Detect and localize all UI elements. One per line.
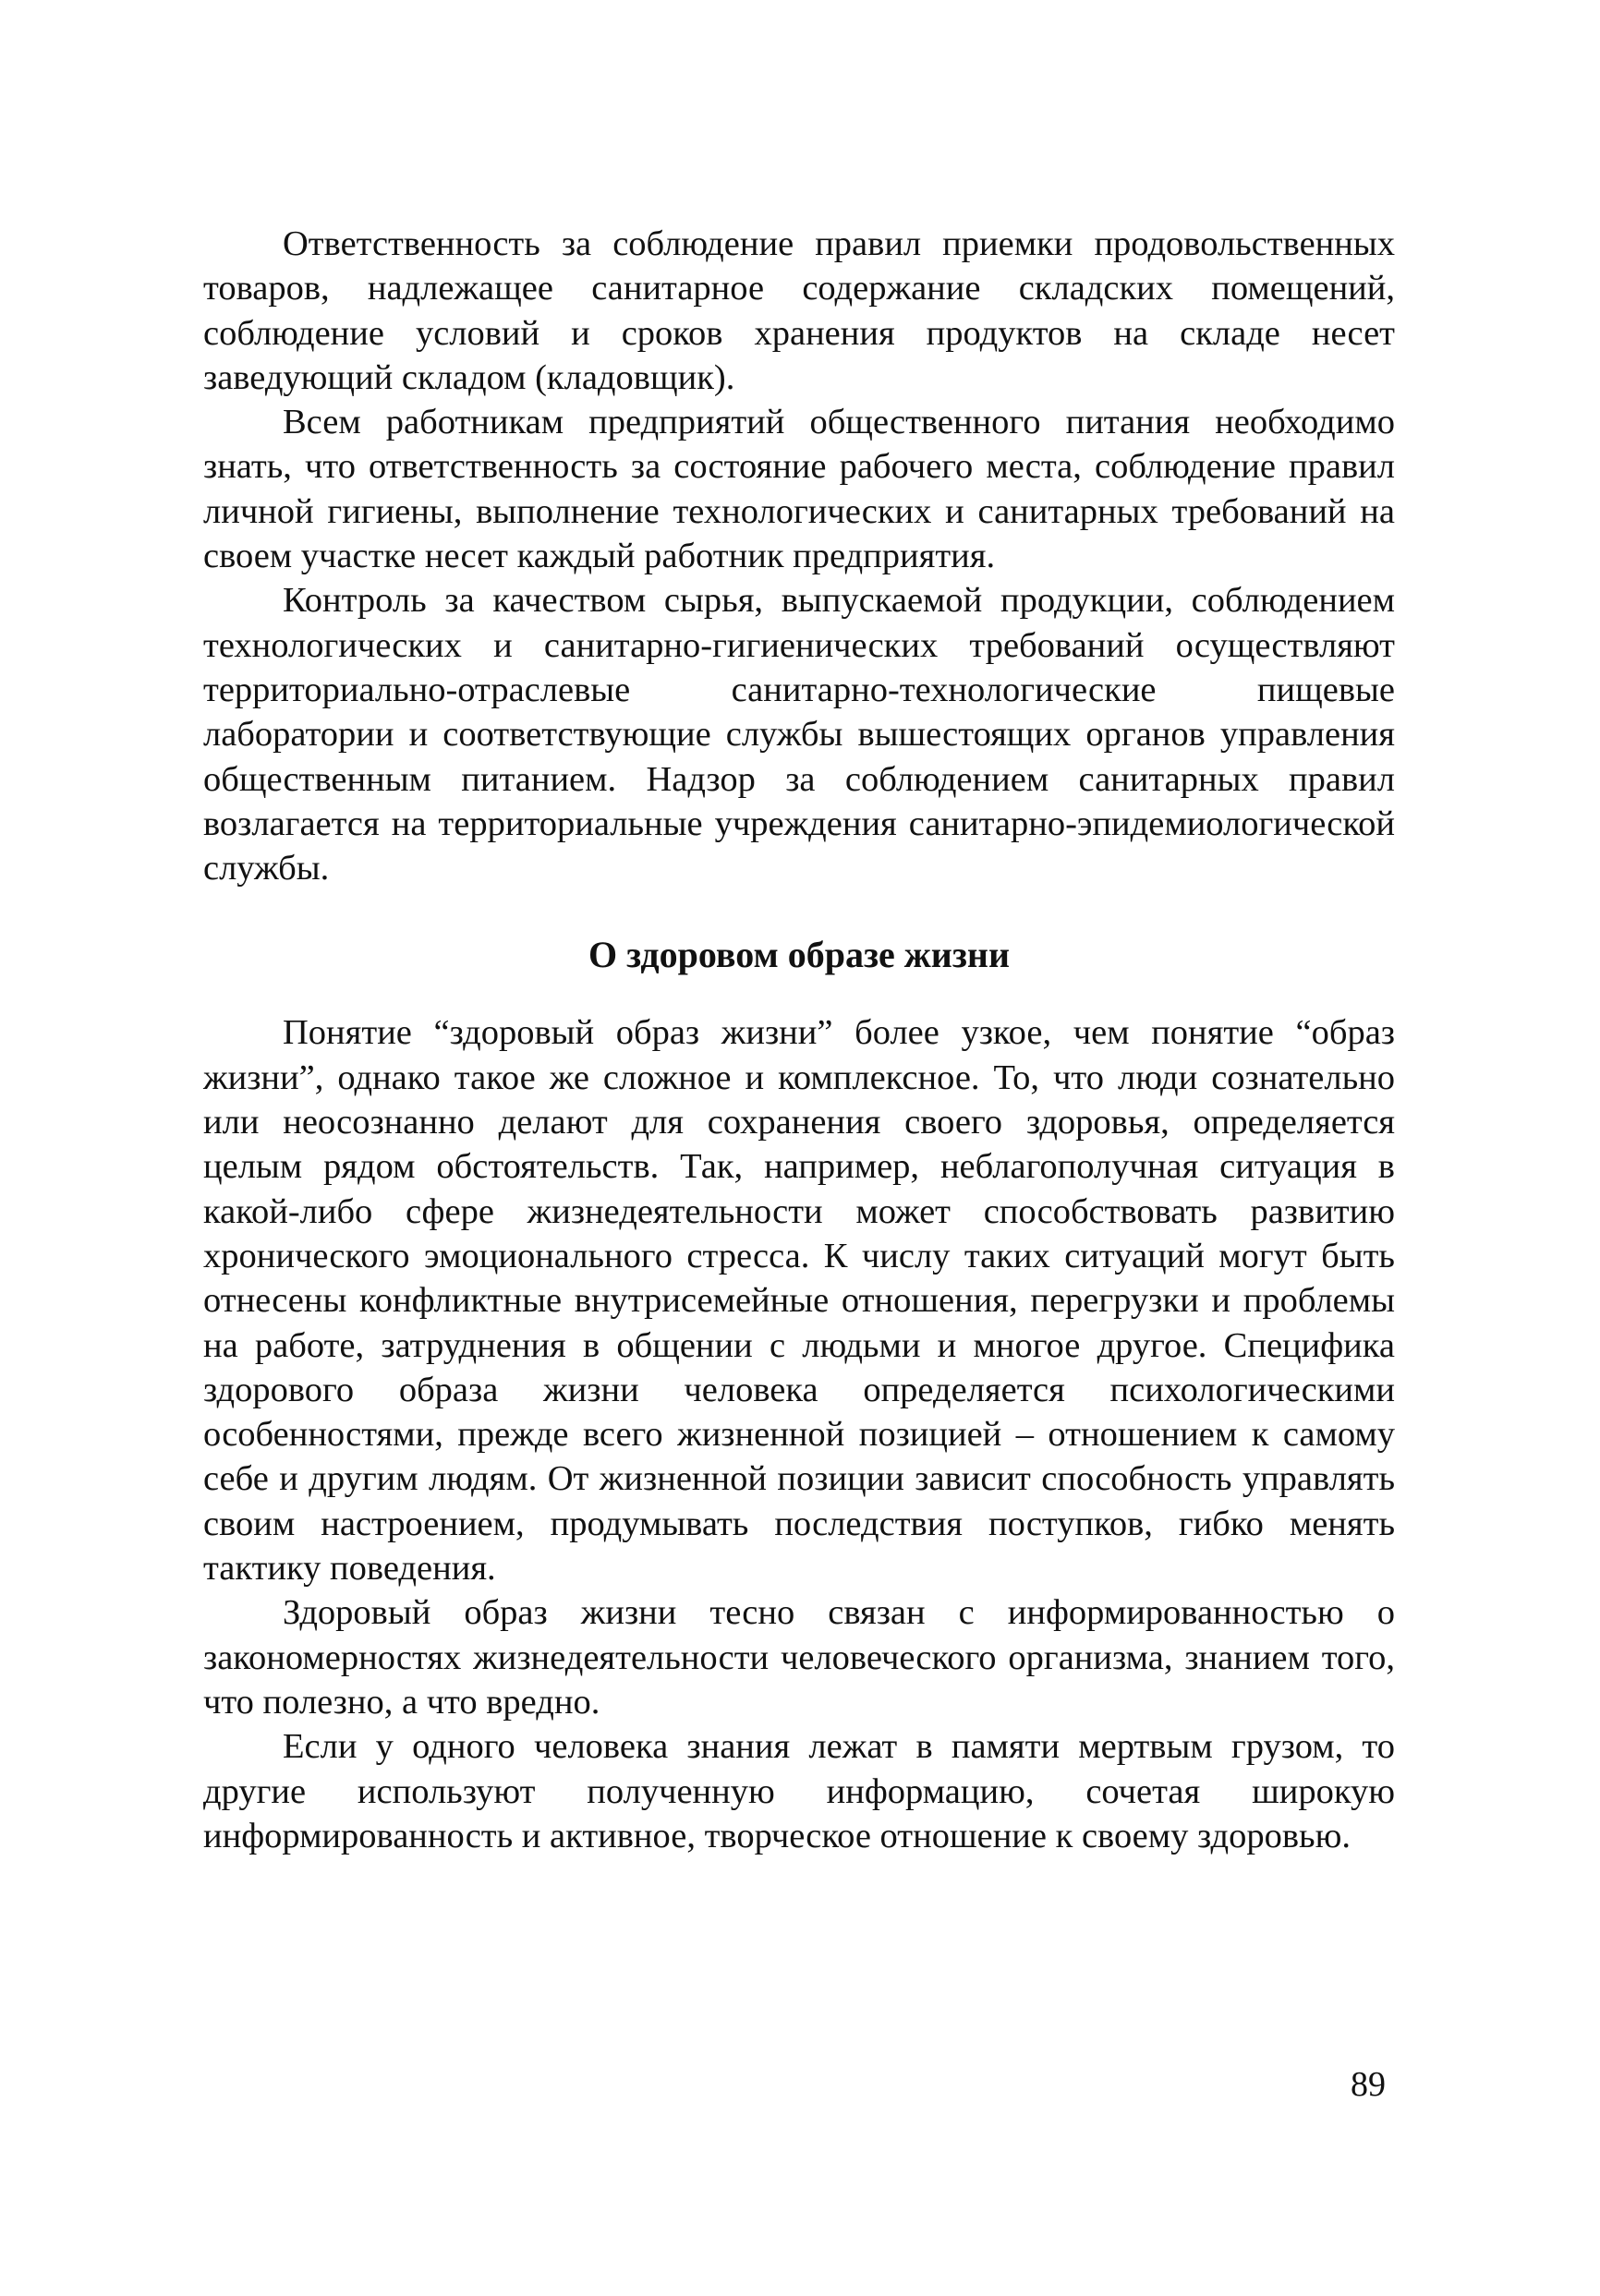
paragraph-storage-responsibility: Ответственность за соблюдение правил приемки продовольственных товаров, надлежащее санитарное содержание складских помещений, соблюдение условий и сроков хранения продуктов на складе несет заведующий складом (кладовщик). [203,224,1395,397]
paragraph-healthy-lifestyle-concept: Понятие “здоровый образ жизни” более узкое, чем понятие “образ жизни”, однако такое же сложное и комплексное. То, что люди сознательно или неосознанно делают для сохранения своего здоровья, определяется целым рядом обстоятельств. Так, например, неблагополучная ситуация в какой-либо сфере жизнедеятельности может способствовать развитию хронического эмоционального стресса. К числу таких ситуаций могут быть отнесены конфликтные внутрисемейные отношения, перегрузки и проблемы на работе, затруднения в общении с людьми и многое другое. Специфика здорового образа жизни человека определяется психологическими особенностями, прежде всего жизненной позицией – отношением к самому себе и другим людям. От жизненной позиции зависит способность управлять своим настроением, продумывать последствия поступков, гибко менять тактику поведения. [203,1013,1395,1589]
page-number: 89 [1351,2065,1386,2104]
page-body [203,222,1395,1858]
paragraph-worker-responsibility: Всем работникам предприятий общественного питания необходимо знать, что ответственность за состояние рабочего места, соблюдение правил личной гигиены, выполнение технологических и санитарных требований на своем участке несет каждый работник предприятия. [203,403,1395,576]
paragraph-quality-control: Контроль за качеством сырья, выпускаемой продукции, соблюдением технологических и санитарно-гигиенических требований осуществляют территориально-отраслевые санитарно-технологические пищевые лаборатории и соответствующие службы вышестоящих органов управления общественным питанием. Надзор за соблюдением санитарных правил возлагается на территориальные учреждения санитарно-эпидемиологической службы. [203,581,1395,888]
section-heading: О здоровом образе жизни [588,934,1011,976]
paragraph-knowledge-use: Если у одного человека знания лежат в памяти мертвым грузом, то другие используют полученную информацию, сочетая широкую информированность и активное, творческое отношение к своему здоровью. [203,1727,1395,1855]
paragraph-informedness: Здоровый образ жизни тесно связан с информированностью о закономерностях жизнедеятельности человеческого организма, знанием того, что полезно, а что вредно. [203,1593,1395,1722]
